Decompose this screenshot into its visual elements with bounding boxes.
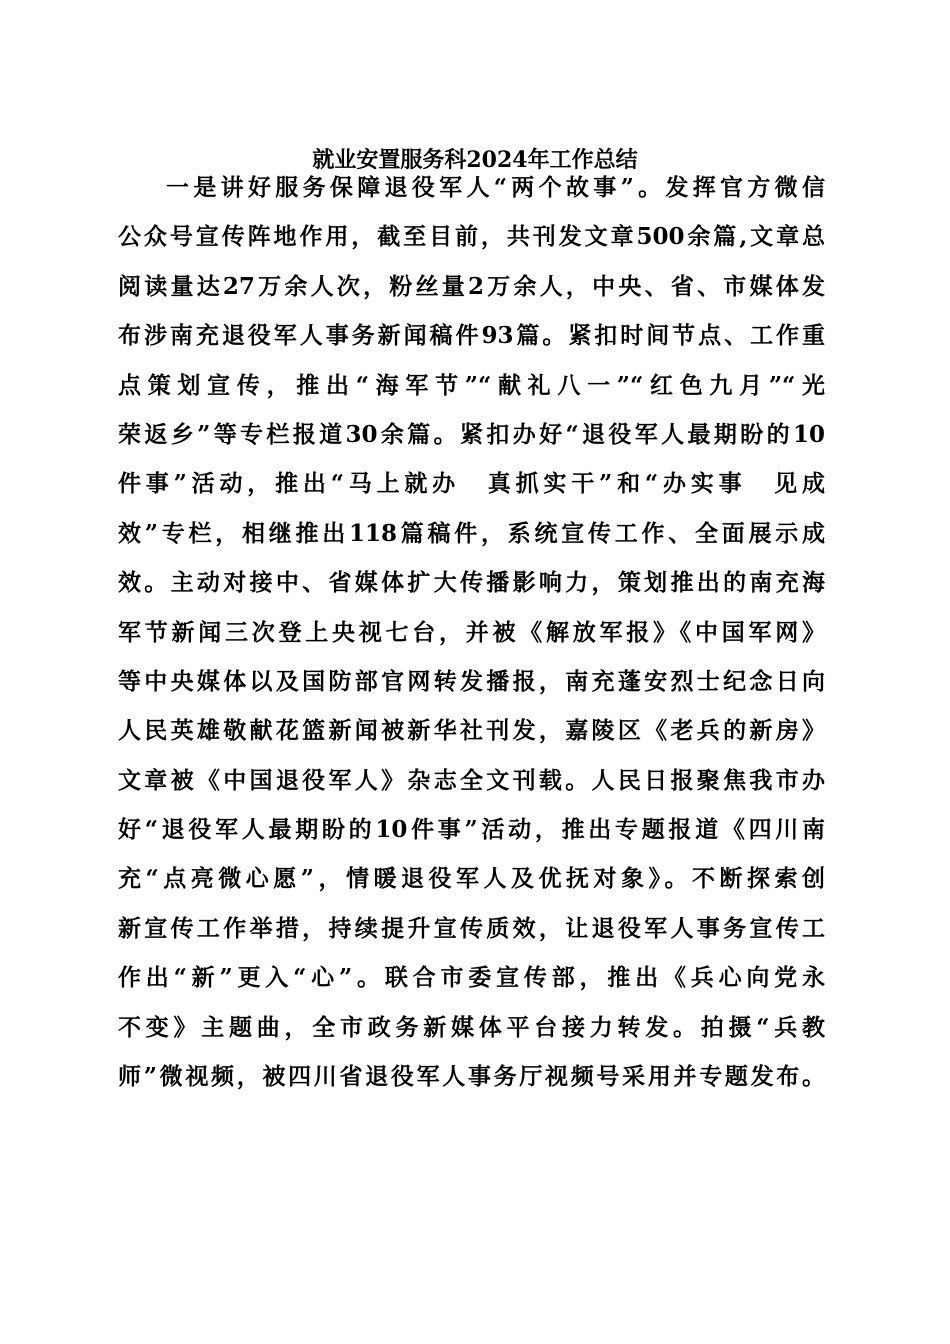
paragraph-line: 等中央媒体以及国防部官网转发播报，南充蓬安烈士纪念日向 <box>118 667 825 695</box>
paragraph-line: 阅读量达27万余人次，粉丝量2万余人，中央、省、市媒体发 <box>118 272 825 300</box>
paragraph-line: 文章被《中国退役军人》杂志全文刊载。人民日报聚焦我市办 <box>118 766 825 794</box>
paragraph-line: 点策划宣传，推出“海军节”“献礼八一”“红色九月”“光 <box>118 371 825 399</box>
paragraph-line: 人民英雄敬献花篮新闻被新华社刊发，嘉陵区《老兵的新房》 <box>118 717 825 745</box>
paragraph-line: 效”专栏，相继推出118篇稿件，系统宣传工作、全面展示成 <box>118 519 825 547</box>
paragraph-line: 不变》主题曲，全市政务新媒体平台接力转发。拍摄“兵教 <box>118 1013 825 1041</box>
paragraph-line: 公众号宣传阵地作用，截至目前，共刊发文章500余篇,文章总 <box>118 223 825 251</box>
paragraph-line: 布涉南充退役军人事务新闻稿件93篇。紧扣时间节点、工作重 <box>118 322 825 350</box>
paragraph-line: 好“退役军人最期盼的10件事”活动，推出专题报道《四川南 <box>118 816 825 844</box>
document-body <box>118 163 825 1101</box>
paragraph-line: 一是讲好服务保障退役军人“两个故事”。发挥官方微信 <box>166 174 825 201</box>
paragraph-line: 效。主动对接中、省媒体扩大传播影响力，策划推出的南充海 <box>118 569 825 597</box>
paragraph-line: 件事”活动，推出“马上就办 真抓实干”和“办实事 见成 <box>118 470 825 498</box>
paragraph-line: 新宣传工作举措，持续提升宣传质效，让退役军人事务宣传工 <box>118 914 825 942</box>
document-title: 就业安置服务科2024年工作总结 <box>312 147 638 173</box>
paragraph-line: 充“点亮微心愿”，情暖退役军人及优抚对象》。不断探索创 <box>118 865 825 893</box>
paragraph-line: 军节新闻三次登上央视七台，并被《解放军报》《中国军网》 <box>118 618 825 646</box>
paragraph-line: 师”微视频，被四川省退役军人事务厅视频号采用并专题发布。 <box>118 1063 825 1091</box>
paragraph-line: 荣返乡”等专栏报道30余篇。紧扣办好“退役军人最期盼的10 <box>118 420 825 448</box>
paragraph-line: 作出“新”更入“心”。联合市委宣传部，推出《兵心向党永 <box>118 964 825 992</box>
